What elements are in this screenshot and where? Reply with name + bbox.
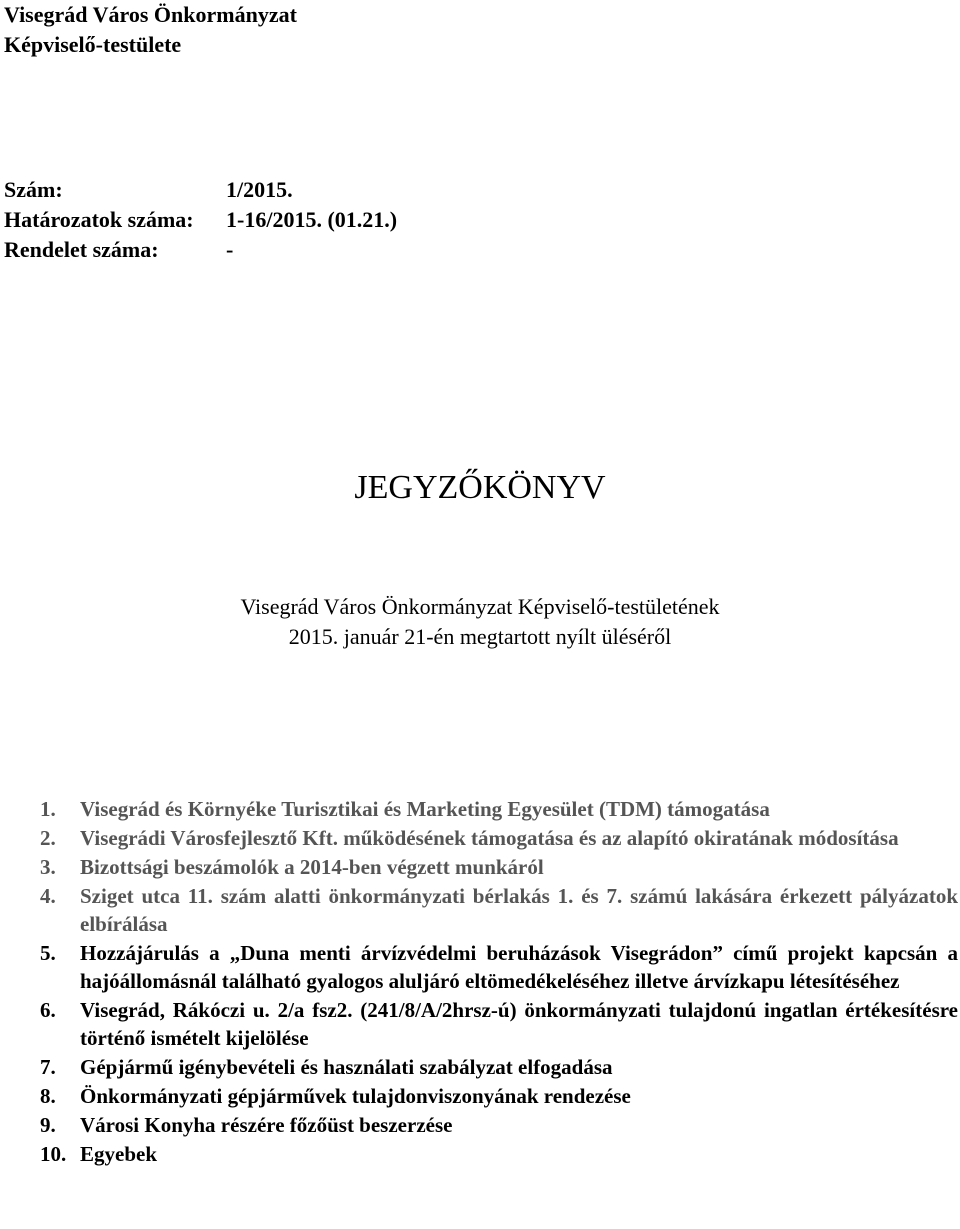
agenda-item-number: 5.	[40, 941, 56, 965]
hatarozatok-label: Határozatok száma:	[4, 207, 194, 232]
agenda-item	[40, 795, 958, 823]
document-title: JEGYZŐKÖNYV	[354, 469, 606, 506]
agenda-item-text: Visegrád és Környéke Turisztikai és Marketing Egyesület (TDM) támogatása	[80, 797, 770, 821]
meta-row-szam	[4, 175, 397, 205]
agenda-item-text: Visegrád, Rákóczi u. 2/a fsz2. (241/8/A/2hrsz-ú) önkormányzati tulajdonú ingatlan értékesítésre történő ismételt kijelölése	[80, 998, 958, 1050]
agenda-item	[40, 882, 958, 938]
agenda-item-text: Sziget utca 11. szám alatti önkormányzati bérlakás 1. és 7. számú lakására érkezett pályázatok elbírálása	[80, 884, 958, 936]
agenda-list	[40, 795, 958, 1169]
agenda-item-text: Visegrádi Városfejlesztő Kft. működésének támogatása és az alapító okiratának módosítása	[80, 826, 899, 850]
agenda-item-number: 10.	[40, 1142, 67, 1166]
agenda-item	[40, 853, 958, 881]
issuer-name: Visegrád Város Önkormányzat	[4, 2, 297, 27]
agenda-item-number: 3.	[40, 855, 56, 879]
meta-row-rendelet	[4, 235, 397, 265]
agenda-item	[40, 824, 958, 852]
szam-label: Szám:	[4, 177, 63, 202]
document-meta	[4, 175, 397, 265]
issuer-header	[4, 0, 297, 60]
agenda-item	[40, 939, 958, 995]
document-subtitle	[0, 592, 960, 652]
hatarozatok-value: 1-16/2015. (01.21.)	[226, 207, 398, 232]
agenda-item-number: 9.	[40, 1113, 56, 1137]
szam-value: 1/2015.	[226, 177, 293, 202]
agenda-item-number: 2.	[40, 826, 56, 850]
agenda-item-text: Bizottsági beszámolók a 2014-ben végzett munkáról	[80, 855, 544, 879]
agenda-item-text: Önkormányzati gépjárművek tulajdonviszonyának rendezése	[80, 1084, 631, 1108]
meta-row-hatarozatok	[4, 205, 397, 235]
agenda-item-number: 7.	[40, 1055, 56, 1079]
agenda-item	[40, 1082, 958, 1110]
subtitle-line-1: Visegrád Város Önkormányzat Képviselő-testületének	[240, 594, 720, 619]
agenda-item-text: Hozzájárulás a „Duna menti árvízvédelmi beruházások Visegrádon” című projekt kapcsán a hajóállomásnál található gyalogos aluljáró eltömedékeléséhez illetve árvízkapu létesítéséhez	[80, 941, 958, 993]
rendelet-value: -	[226, 237, 234, 262]
agenda-item	[40, 1111, 958, 1139]
agenda-item-number: 1.	[40, 797, 56, 821]
issuer-body: Képviselő-testülete	[4, 32, 182, 57]
agenda-item-text: Városi Konyha részére főzőüst beszerzése	[80, 1113, 453, 1137]
subtitle-line-2: 2015. január 21-én megtartott nyílt üléséről	[288, 624, 672, 649]
agenda-item-text: Egyebek	[80, 1142, 158, 1166]
agenda-item	[40, 1140, 958, 1168]
agenda-item-number: 4.	[40, 884, 56, 908]
agenda-item-text: Gépjármű igénybevételi és használati szabályzat elfogadása	[80, 1055, 613, 1079]
rendelet-label: Rendelet száma:	[4, 237, 159, 262]
agenda-item	[40, 996, 958, 1052]
agenda-item	[40, 1053, 958, 1081]
agenda-item-number: 6.	[40, 998, 56, 1022]
agenda-item-number: 8.	[40, 1084, 56, 1108]
